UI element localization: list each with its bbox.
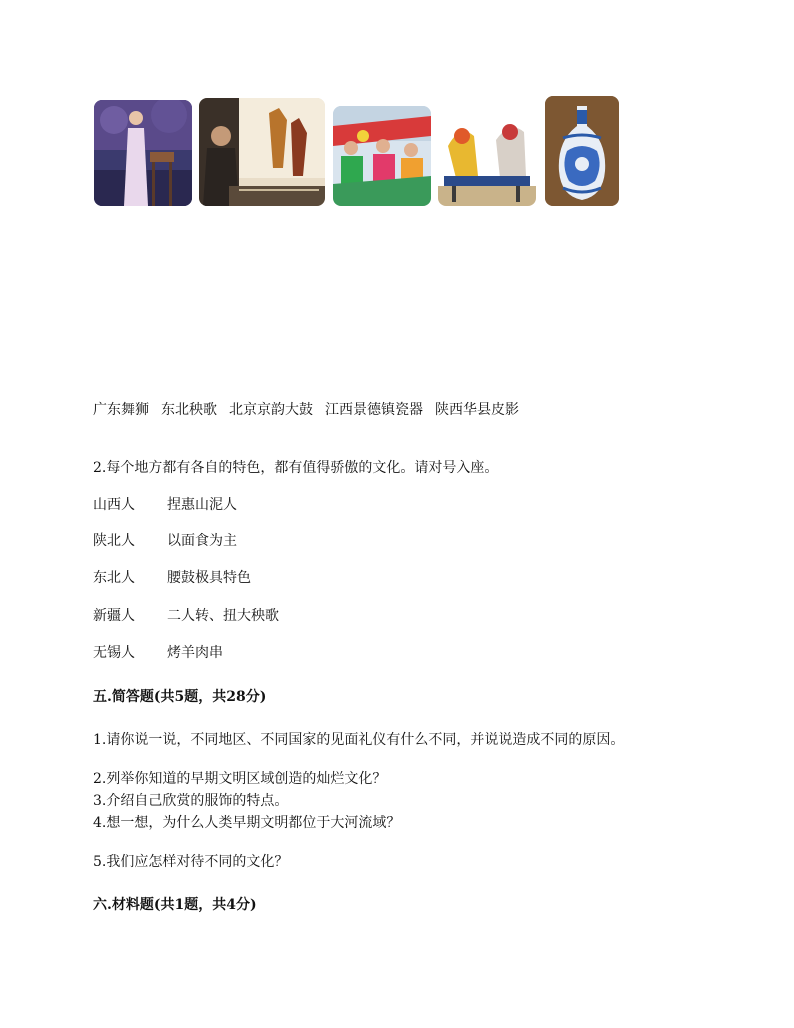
place-item: 北京京韵大鼓 (229, 402, 313, 418)
question-2-prompt: 2.每个地方都有各自的特色，都有值得骄傲的文化。请对号入座。 (93, 460, 499, 476)
photo-shadow-puppet (199, 98, 325, 206)
short-answer-question-3: 3.介绍自己欣赏的服饰的特点。 (93, 793, 289, 809)
place-item: 江西景德镇瓷器 (325, 402, 423, 418)
photo-lion-dance (438, 106, 536, 206)
photo-singer (94, 100, 192, 206)
match-row (93, 532, 237, 550)
short-answer-question-5: 5.我们应怎样对待不同的文化？ (93, 854, 289, 870)
match-feature: 捏惠山泥人 (167, 497, 237, 513)
match-row (93, 496, 237, 514)
match-feature: 腰鼓极具特色 (167, 570, 251, 586)
match-feature: 烤羊肉串 (167, 645, 223, 661)
match-person: 新疆人 (93, 608, 135, 624)
place-item: 广东舞狮 (93, 402, 149, 418)
section-heading-short-answer: 五.简答题(共5题，共28分) (93, 689, 267, 705)
match-person: 山西人 (93, 497, 135, 513)
place-item: 陕西华县皮影 (435, 402, 519, 418)
match-row (93, 569, 251, 587)
match-feature: 二人转、扭大秧歌 (167, 608, 279, 624)
match-row (93, 607, 279, 625)
short-answer-question-4: 4.想一想，为什么人类早期文明都位于大河流域？ (93, 815, 401, 831)
match-person: 陕北人 (93, 533, 135, 549)
place-item: 东北秧歌 (161, 402, 217, 418)
section-heading-material: 六.材料题(共1题，共4分) (93, 897, 257, 913)
match-row (93, 644, 223, 662)
match-feature: 以面食为主 (167, 533, 237, 549)
short-answer-question-2: 2.列举你知道的早期文明区域创造的灿烂文化？ (93, 771, 387, 787)
photo-yangge-dance (333, 106, 431, 206)
places-list (93, 401, 519, 419)
short-answer-question-1: 1.请你说一说，不同地区、不同国家的见面礼仪有什么不同，并说说造成不同的原因。 (93, 732, 625, 748)
match-person: 无锡人 (93, 645, 135, 661)
match-person: 东北人 (93, 570, 135, 586)
photo-porcelain-vase (545, 96, 619, 206)
